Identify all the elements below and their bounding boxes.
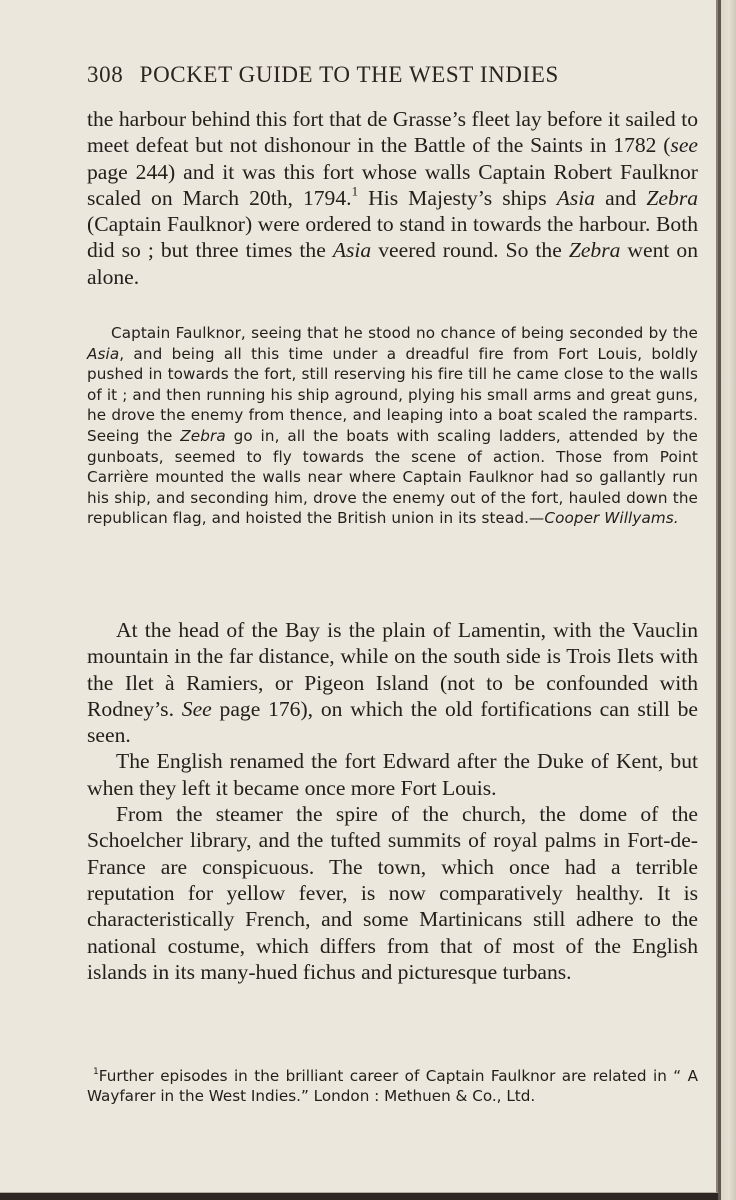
ship-name: Asia	[556, 185, 596, 210]
ship-name: Zebra	[568, 238, 621, 263]
paragraph-opening: the harbour behind this fort that de Grasse’s fleet lay before it sailed to meet defeat but not dishonour in the Battle of the Saints in 1782 (see page 244) and it was this fort whose walls Captain Robert Faulknor scaled on March 20th, 1794.$^1$ His Majesty’s ships Asia and Zebra (Captain Faulknor) were ordered to stand in towards the harbour. Both did so ; but three times the Asia veered round. So the Zebra went on alone.	[87, 107, 699, 289]
ship-name: Asia	[332, 238, 372, 263]
footnote-reference: 1	[351, 183, 359, 199]
ship-name: Asia	[87, 344, 120, 363]
ship-name: Zebra	[180, 426, 226, 445]
paragraph-steamer: From the steamer the spire of the church, the dome of the Schoelcher library, and the tufted summits of royal palms in Fort-de-France are conspicuous. The town, which once had a terrible reputation for yellow fever, is now comparatively healthy. It is characteristically French, and some Martinicans still adhere to the national costume, which differs from that of most of the English islands in its many-hued fichus and picturesque turbans.	[87, 802, 698, 984]
body-continued	[87, 617, 698, 985]
paragraph-lamentin: At the head of the Bay is the plain of Lamentin, with the Vauclin mountain in the far distance, while on the south side is Trois Ilets with the Ilet à Ramiers, or Pigeon Island (not to be confounded with Rodney’s. See page 176), on which the old fortifications can still be seen.	[87, 618, 698, 748]
footnote-text: Further episodes in the brilliant career of Captain Faulknor are related in “ A Wayfarer in the West Indies.” London : Methuen & Co., Ltd.	[87, 1067, 698, 1106]
page-number: 308	[87, 62, 124, 87]
gutter-shadow	[718, 0, 721, 1200]
footnote-marker: 1	[93, 1067, 99, 1078]
paragraph-fort-edward: The English renamed the fort Edward after the Duke of Kent, but when they left it became once more Fort Louis.	[87, 749, 698, 800]
block-quotation: Captain Faulknor, seeing that he stood no chance of being seconded by the Asia, and being all this time under a dreadful fire from Fort Louis, boldly pushed in towards the fort, still reserving his fire till he came close to the walls of it ; and then running his ship aground, plying his small arms and great guns, he drove the enemy from thence, and leaping into a boat scaled the ramparts. Seeing the Zebra go in, all the boats with scaling ladders, attended by the gunboats, seemed to fly towards the scene of action. Those from Point Carrière mounted the walls near where Captain Faulknor had so gallantly run his ship, and seconding him, drove the enemy out of the fort, hauled down the republican flag, and hoisted the British union in its stead.—Cooper Willyams.	[87, 324, 698, 528]
footnote	[87, 1066, 698, 1106]
quote-attribution: Cooper Willyams.	[544, 509, 679, 528]
ship-name: Zebra	[646, 185, 699, 210]
adjacent-page-edge	[718, 0, 736, 1200]
running-title: POCKET GUIDE TO THE WEST INDIES	[139, 62, 559, 87]
running-header	[87, 62, 697, 88]
